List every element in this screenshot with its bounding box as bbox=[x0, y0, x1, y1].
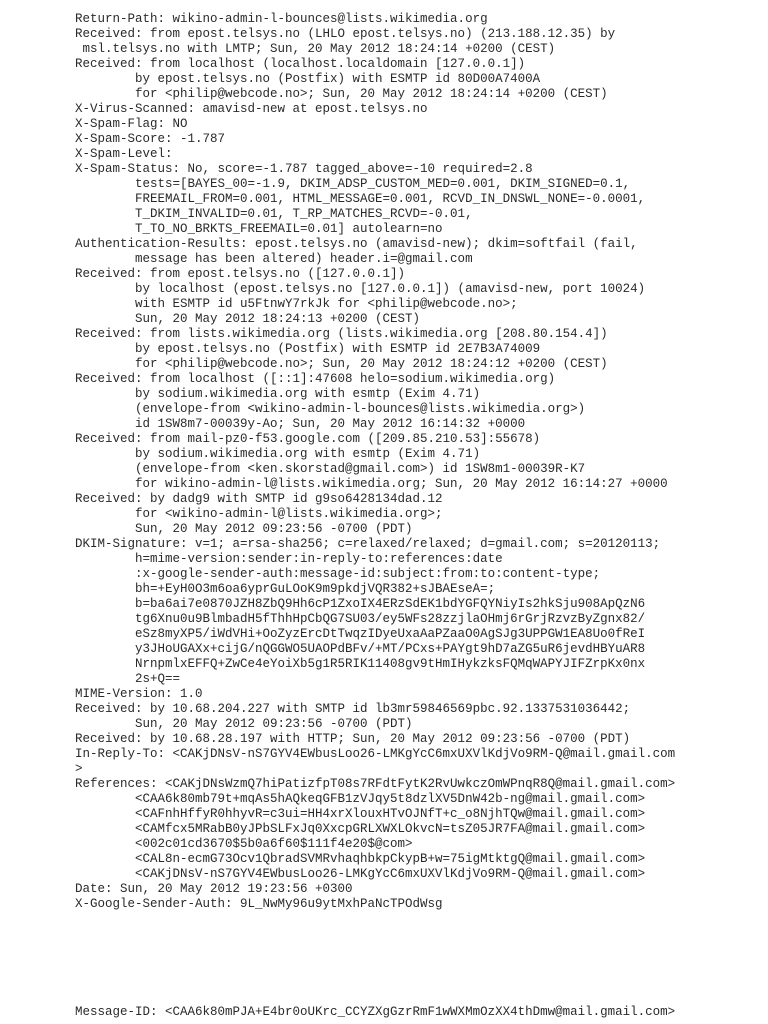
header-line: Authentication-Results: epost.telsys.no (amavisd-new); dkim=softfail (fail, bbox=[75, 237, 638, 251]
header-line: Sun, 20 May 2012 09:23:56 -0700 (PDT) bbox=[75, 717, 413, 731]
header-line: by localhost (epost.telsys.no [127.0.0.1]) (amavisd-new, port 10024) bbox=[75, 282, 646, 296]
header-line: X-Spam-Score: -1.787 bbox=[75, 132, 226, 146]
header-line: y3JHoUGAXx+cijG/nQGGWO5UAOPdBFv/+MT/PCxs+PAYgt9hD7aZG5uR6jevdHBYuAR8 bbox=[75, 642, 646, 656]
header-line: Sun, 20 May 2012 18:24:13 +0200 (CEST) bbox=[75, 312, 421, 326]
header-line: Sun, 20 May 2012 09:23:56 -0700 (PDT) bbox=[75, 522, 413, 536]
header-line: X-Virus-Scanned: amavisd-new at epost.telsys.no bbox=[75, 102, 428, 116]
header-line: for <philip@webcode.no>; Sun, 20 May 2012 18:24:12 +0200 (CEST) bbox=[75, 357, 608, 371]
header-line: Return-Path: wikino-admin-l-bounces@lists.wikimedia.org bbox=[75, 12, 488, 26]
header-line: T_TO_NO_BRKTS_FREEMAIL=0.01] autolearn=no bbox=[75, 222, 443, 236]
header-line: <CAKjDNsV-nS7GYV4EWbusLoo26-LMKgYcC6mxUXVlKdjVo9RM-Q@mail.gmail.com> bbox=[75, 867, 646, 881]
header-line: T_DKIM_INVALID=0.01, T_RP_MATCHES_RCVD=-0.01, bbox=[75, 207, 473, 221]
header-line: Date: Sun, 20 May 2012 19:23:56 +0300 bbox=[75, 882, 353, 896]
header-line: > bbox=[75, 762, 83, 776]
header-line: by epost.telsys.no (Postfix) with ESMTP id 80D00A7400A bbox=[75, 72, 541, 86]
header-line: by sodium.wikimedia.org with esmtp (Exim 4.71) bbox=[75, 387, 481, 401]
header-line: id 1SW8m7-00039y-Ao; Sun, 20 May 2012 16:14:32 +0000 bbox=[75, 417, 526, 431]
header-line: by epost.telsys.no (Postfix) with ESMTP id 2E7B3A74009 bbox=[75, 342, 541, 356]
header-line: References: <CAKjDNsWzmQ7hiPatizfpT08s7RFdtFytK2RvUwkczOmWPnqR8Q@mail.gmail.com> bbox=[75, 777, 676, 791]
email-headers bbox=[75, 12, 765, 912]
header-line: FREEMAIL_FROM=0.001, HTML_MESSAGE=0.001, RCVD_IN_DNSWL_NONE=-0.0001, bbox=[75, 192, 646, 206]
header-line: <CAL8n-ecmG73Ocv1QbradSVMRvhaqhbkpCkypB+w=75igMtktgQ@mail.gmail.com> bbox=[75, 852, 646, 866]
header-line: Received: from mail-pz0-f53.google.com ([209.85.210.53]:55678) bbox=[75, 432, 541, 446]
header-line: <CAMfcx5MRabB0yJPbSLFxJq0XxcpGRLXWXLOkvcN=tsZ05JR7FA@mail.gmail.com> bbox=[75, 822, 646, 836]
header-line: (envelope-from <wikino-admin-l-bounces@lists.wikimedia.org>) bbox=[75, 402, 586, 416]
header-line: X-Spam-Status: No, score=-1.787 tagged_above=-10 required=2.8 bbox=[75, 162, 533, 176]
header-line: for <philip@webcode.no>; Sun, 20 May 2012 18:24:14 +0200 (CEST) bbox=[75, 87, 608, 101]
header-line: (envelope-from <ken.skorstad@gmail.com>) id 1SW8m1-00039R-K7 bbox=[75, 462, 586, 476]
header-line: h=mime-version:sender:in-reply-to:references:date bbox=[75, 552, 503, 566]
header-line: message has been altered) header.i=@gmail.com bbox=[75, 252, 473, 266]
header-line: tests=[BAYES_00=-1.9, DKIM_ADSP_CUSTOM_MED=0.001, DKIM_SIGNED=0.1, bbox=[75, 177, 631, 191]
header-line: DKIM-Signature: v=1; a=rsa-sha256; c=relaxed/relaxed; d=gmail.com; s=20120113; bbox=[75, 537, 661, 551]
header-line: X-Spam-Flag: NO bbox=[75, 117, 188, 131]
header-line: <CAA6k80mb79t+mqAs5hAQkeqGFB1zVJqy5t8dzlXV5DnW42b-ng@mail.gmail.com> bbox=[75, 792, 646, 806]
header-line: X-Google-Sender-Auth: 9L_NwMy96u9ytMxhPaNcTPOdWsg bbox=[75, 897, 443, 911]
header-line: Received: by 10.68.204.227 with SMTP id lb3mr59846569pbc.92.1337531036442; bbox=[75, 702, 631, 716]
header-line: Received: from lists.wikimedia.org (lists.wikimedia.org [208.80.154.4]) bbox=[75, 327, 608, 341]
header-line: <CAFnhHffyR0hhyvR=c3ui=HH4xrXlouxHTvOJNfT+c_o8NjhTQw@mail.gmail.com> bbox=[75, 807, 646, 821]
header-line: eSz8myXP5/iWdVHi+OoZyzErcDtTwqzIDyeUxaAaPZaaO0AgSJg3UPPGW1EA8Uo0fReI bbox=[75, 627, 646, 641]
header-line: In-Reply-To: <CAKjDNsV-nS7GYV4EWbusLoo26-LMKgYcC6mxUXVlKdjVo9RM-Q@mail.gmail.com bbox=[75, 747, 676, 761]
header-line: Received: from epost.telsys.no ([127.0.0.1]) bbox=[75, 267, 406, 281]
message-id-line: Message-ID: <CAA6k80mPJA+E4br0oUKrc_CCYZXgGzrRmF1wWXMmOzXX4thDmw@mail.gmail.com> bbox=[75, 1005, 676, 1019]
header-line: Received: by dadg9 with SMTP id g9so6428134dad.12 bbox=[75, 492, 443, 506]
header-line: Received: from epost.telsys.no (LHLO epost.telsys.no) (213.188.12.35) by bbox=[75, 27, 616, 41]
header-line: for wikino-admin-l@lists.wikimedia.org; Sun, 20 May 2012 16:14:27 +0000 bbox=[75, 477, 668, 491]
header-line: Received: from localhost ([::1]:47608 helo=sodium.wikimedia.org) bbox=[75, 372, 556, 386]
header-line: by sodium.wikimedia.org with esmtp (Exim 4.71) bbox=[75, 447, 481, 461]
header-line: msl.telsys.no with LMTP; Sun, 20 May 2012 18:24:14 +0200 (CEST) bbox=[75, 42, 556, 56]
header-line: MIME-Version: 1.0 bbox=[75, 687, 203, 701]
header-line: b=ba6ai7e0870JZH8ZbQ9Hh6cP1ZxoIX4ERzSdEK1bdYGFQYNiyIs2hkSju908ApQzN6 bbox=[75, 597, 646, 611]
header-line: tg6Xnu0u9BlmbadH5fThhHpCbQG7SU03/ey5WFs28zzjlaOHmj6rGrjRzvzByZgnx82/ bbox=[75, 612, 646, 626]
header-line: NrnpmlxEFFQ+ZwCe4eYoiXb5g1R5RIK11408gv9tHmIHykzksFQMqWAPYJIFZrpKx0nx bbox=[75, 657, 646, 671]
header-line: bh=+EyH0O3m6oa6yprGuLOoK9m9pkdjVQR382+sJBAEseA=; bbox=[75, 582, 496, 596]
header-line: for <wikino-admin-l@lists.wikimedia.org>; bbox=[75, 507, 443, 521]
header-line: 2s+Q== bbox=[75, 672, 181, 686]
header-line: with ESMTP id u5FtnwY7rkJk for <philip@webcode.no>; bbox=[75, 297, 518, 311]
header-line: Received: by 10.68.28.197 with HTTP; Sun, 20 May 2012 09:23:56 -0700 (PDT) bbox=[75, 732, 631, 746]
header-line: Received: from localhost (localhost.localdomain [127.0.0.1]) bbox=[75, 57, 526, 71]
header-line: X-Spam-Level: bbox=[75, 147, 173, 161]
header-line: :x-google-sender-auth:message-id:subject:from:to:content-type; bbox=[75, 567, 601, 581]
header-line: <002c01cd3670$5b0a6f60$111f4e20$@com> bbox=[75, 837, 413, 851]
